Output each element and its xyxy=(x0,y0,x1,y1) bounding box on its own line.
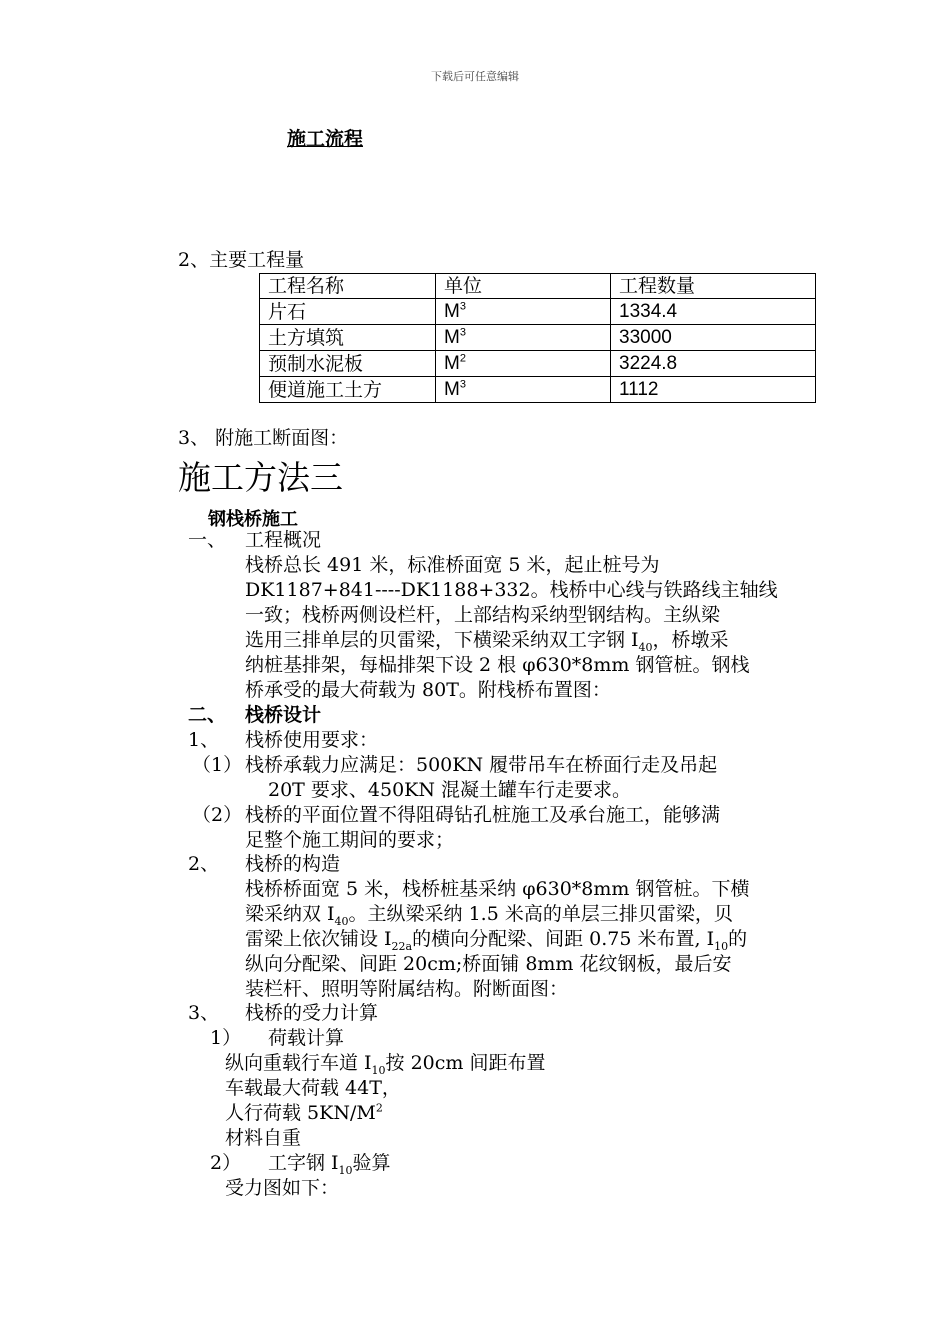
requirement-number: （1） xyxy=(192,754,243,776)
method-title: 施工方法三 xyxy=(178,458,343,497)
item-number: 3、 xyxy=(188,1002,220,1024)
overview-line: 选用三排单层的贝雷梁，下横梁采纳双工字钢 $I_{40}$，桥墩采 xyxy=(245,629,729,654)
overview-line: 桥承受的最大荷载为 80T。附栈桥布置图： xyxy=(245,679,611,701)
requirement-line: 栈桥承载力应满足：500KN 履带吊车在桥面行走及吊起 xyxy=(245,754,718,776)
table-cell-name: 片石 xyxy=(260,299,436,325)
table-row xyxy=(260,377,816,403)
section-heading-drawing: 3、 附施工断面图： xyxy=(178,427,349,449)
part-title: 栈桥设计 xyxy=(245,704,322,726)
item-number: 1、 xyxy=(188,729,220,751)
page-title: 施工流程 xyxy=(287,128,364,150)
requirement-line: 20T 要求、450KN 混凝土罐车行走要求。 xyxy=(268,779,632,801)
table-cell-name: 便道施工土方 xyxy=(260,377,436,403)
structure-line: 梁采纳双 $I_{40}$。主纵梁采纳 1.5 米高的单层三排贝雷梁，贝 xyxy=(245,903,733,928)
section-heading-quantities: 2、主要工程量 xyxy=(178,249,305,271)
table-cell-name: 土方填筑 xyxy=(260,325,436,351)
part-number: 二、 xyxy=(188,704,227,726)
subitem-title: 荷载计算 xyxy=(268,1027,345,1049)
load-line: 材料自重 xyxy=(225,1127,302,1149)
table-cell-unit: $M^3$ xyxy=(436,325,611,351)
overview-line: DK1187+841----DK1188+332。栈桥中心线与铁路线主轴线 xyxy=(245,579,778,601)
requirement-line: 栈桥的平面位置不得阻碍钻孔桩施工及承台施工，能够满 xyxy=(245,804,721,826)
structure-line: 雷梁上依次铺设 $I_{22a}$的横向分配梁、间距 0.75 米布置, $I_{10}$的 xyxy=(245,928,748,953)
load-line: 人行荷载 $5KN/M^2$ xyxy=(225,1101,383,1124)
item-title: 栈桥使用要求： xyxy=(245,729,379,751)
table-row xyxy=(260,325,816,351)
method-subtitle: 钢栈桥施工 xyxy=(208,509,298,530)
table-header-row xyxy=(260,274,816,299)
table-cell-qty: 3224.8 xyxy=(611,351,816,377)
structure-line: 装栏杆、照明等附属结构。附断面图： xyxy=(245,978,569,1000)
table-cell-qty: 1334.4 xyxy=(611,299,816,325)
part-title: 工程概况 xyxy=(245,529,322,551)
table-cell-unit: $M^3$ xyxy=(436,299,611,325)
item-number: 2、 xyxy=(188,853,220,875)
table-cell-unit: $M^3$ xyxy=(436,377,611,403)
subitem-number: 1） xyxy=(210,1027,242,1049)
overview-line: 纳桩基排架，每榀排架下设 2 根 φ630*8mm 钢管桩。钢栈 xyxy=(245,654,750,676)
force-diagram-caption: 受力图如下： xyxy=(225,1177,340,1199)
load-line: 纵向重载行车道 $I_{10}$按 20cm 间距布置 xyxy=(225,1052,546,1077)
table-header-cell: 工程名称 xyxy=(260,274,436,299)
overview-line: 一致；栈桥两侧设栏杆，上部结构采纳型钢结构。主纵梁 xyxy=(245,604,721,626)
requirement-number: （2） xyxy=(192,804,243,826)
page-header: 下载后可任意编辑 xyxy=(431,70,519,83)
requirement-line: 足整个施工期间的要求； xyxy=(245,829,455,851)
quantity-table xyxy=(259,273,816,403)
table-cell-name: 预制水泥板 xyxy=(260,351,436,377)
subitem-number: 2） xyxy=(210,1152,242,1174)
table-header-cell: 工程数量 xyxy=(611,274,816,299)
table-cell-qty: 33000 xyxy=(611,325,816,351)
table-row xyxy=(260,299,816,325)
overview-line: 栈桥总长 491 米，标准桥面宽 5 米，起止桩号为 xyxy=(245,554,660,576)
load-line: 车载最大荷载 44T， xyxy=(225,1077,401,1099)
part-number: 一、 xyxy=(188,529,227,551)
table-cell-unit: $M^2$ xyxy=(436,351,611,377)
table-header-cell: 单位 xyxy=(436,274,611,299)
item-title: 栈桥的受力计算 xyxy=(245,1002,379,1024)
structure-line: 栈桥桥面宽 5 米，栈桥桩基采纳 φ630*8mm 钢管桩。下横 xyxy=(245,878,750,900)
structure-line: 纵向分配梁、间距 20cm;桥面铺 8mm 花纹钢板，最后安 xyxy=(245,953,732,975)
subitem-title: 工字钢 $I_{10}$验算 xyxy=(268,1152,391,1177)
table-cell-qty: 1112 xyxy=(611,377,816,403)
item-title: 栈桥的构造 xyxy=(245,853,341,875)
table-row xyxy=(260,351,816,377)
